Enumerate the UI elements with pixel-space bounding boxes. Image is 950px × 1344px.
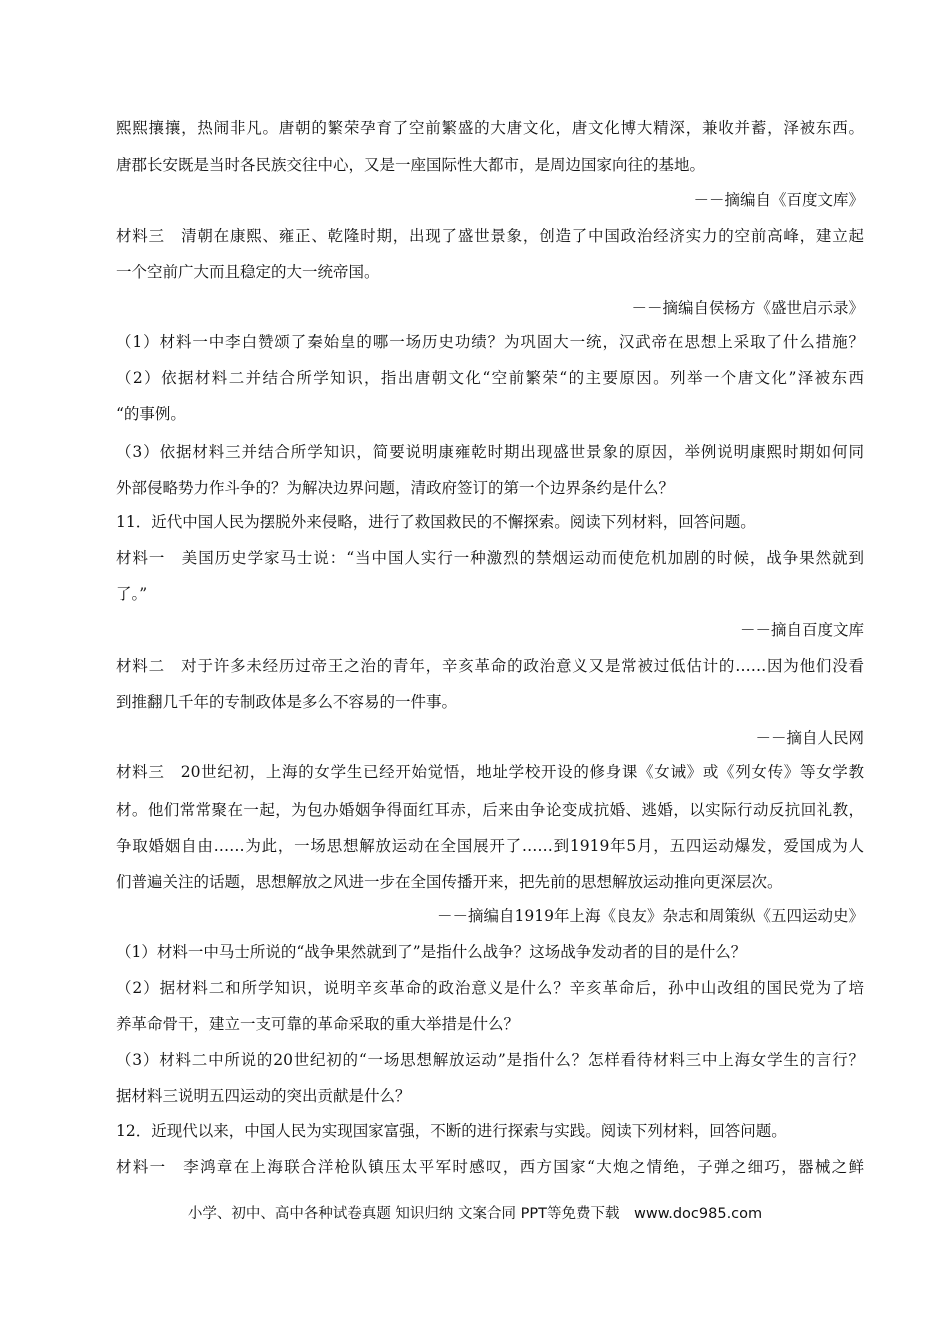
text-line: 争取婚姻自由……为此，一场思想解放运动在全国展开了……到1919年5月，五四运动爆发，爱国成为人	[116, 837, 864, 855]
source-citation: －－摘自人民网	[755, 729, 864, 747]
source-citation: －－摘编自《百度文库》	[693, 191, 864, 209]
text-line: 材料三 20世纪初，上海的女学生已经开始觉悟，地址学校开设的修身课《女诫》或《列女传》等女学教	[116, 763, 864, 781]
question-heading: 11．近代中国人民为摆脱外来侵略，进行了救国救民的不懈探索。阅读下列材料，回答问题。	[116, 513, 756, 531]
question-line: 外部侵略势力作斗争的？为解决边界问题，清政府签订的第一个边界条约是什么？	[116, 479, 675, 497]
question-line: （2）依据材料二并结合所学知识，指出唐朝文化“空前繁荣“的主要原因。列举一个唐文化”泽被东西	[116, 369, 864, 387]
question-line: （1）材料一中马士所说的“战争果然就到了”是指什么战争？这场战争发动者的目的是什么？	[116, 943, 747, 961]
question-line: 据材料三说明五四运动的突出贡献是什么？	[116, 1087, 411, 1105]
text-line: 材料二 对于许多未经历过帝王之治的青年，辛亥革命的政治意义又是常被过低估计的……因为他们没看	[116, 657, 864, 675]
text-line: 材料三 清朝在康熙、雍正、乾隆时期，出现了盛世景象，创造了中国政治经济实力的空前高峰，建立起	[116, 227, 864, 245]
question-heading: 12．近现代以来，中国人民为实现国家富强，不断的进行探索与实践。阅读下列材料，回答问题。	[116, 1122, 787, 1140]
text-line: 到推翻几千年的专制政体是多么不容易的一件事。	[116, 693, 458, 711]
question-line: （3）依据材料三并结合所学知识，简要说明康雍乾时期出现盛世景象的原因，举例说明康熙时期如何同	[116, 443, 864, 461]
question-line: 养革命骨干，建立一支可靠的革命采取的重大举措是什么？	[116, 1015, 520, 1033]
source-citation: －－摘自百度文库	[739, 621, 864, 639]
page-footer: 小学、初中、高中各种试卷真题 知识归纳 文案合同 PPT等免费下载 www.doc985.com	[187, 1206, 763, 1222]
question-line: “的事例。	[116, 405, 186, 423]
question-line: （3）材料二中所说的20世纪初的“一场思想解放运动”是指什么？怎样看待材料三中上海女学生的言行？	[116, 1051, 864, 1069]
text-line: 材料一 美国历史学家马士说：“当中国人实行一种激烈的禁烟运动而使危机加剧的时候，战争果然就到	[116, 549, 864, 567]
text-line: 熙熙攘攘，热闹非凡。唐朝的繁荣孕育了空前繁盛的大唐文化，唐文化博大精深，兼收并蓄，泽被东西。	[116, 119, 864, 137]
source-citation: －－摘编自1919年上海《良友》杂志和周策纵《五四运动史》	[437, 907, 864, 925]
text-line: 们普遍关注的话题，思想解放之风进一步在全国传播开来，把先前的思想解放运动推向更深层次。	[116, 873, 783, 891]
question-line: （1）材料一中李白赞颂了秦始皇的哪一场历史功绩？为巩固大一统，汉武帝在思想上采取了什么措施？	[116, 333, 864, 351]
text-line: 材料一 李鸿章在上海联合洋枪队镇压太平军时感叹，西方国家“大炮之情绝，子弹之细巧，器械之鲜	[116, 1158, 864, 1176]
source-citation: －－摘编自侯杨方《盛世启示录》	[631, 299, 864, 317]
text-line: 一个空前广大而且稳定的大一统帝国。	[116, 263, 380, 281]
text-line: 唐郡长安既是当时各民族交往中心，又是一座国际性大都市，是周边国家向往的基地。	[116, 156, 706, 174]
question-line: （2）据材料二和所学知识，说明辛亥革命的政治意义是什么？辛亥革命后，孙中山改组的国民党为了培	[116, 979, 864, 997]
text-line: 材。他们常常聚在一起，为包办婚姻争得面红耳赤，后来由争论变成抗婚、逃婚，以实际行动反抗回礼教，	[116, 801, 864, 819]
text-line: 了。”	[116, 585, 148, 603]
